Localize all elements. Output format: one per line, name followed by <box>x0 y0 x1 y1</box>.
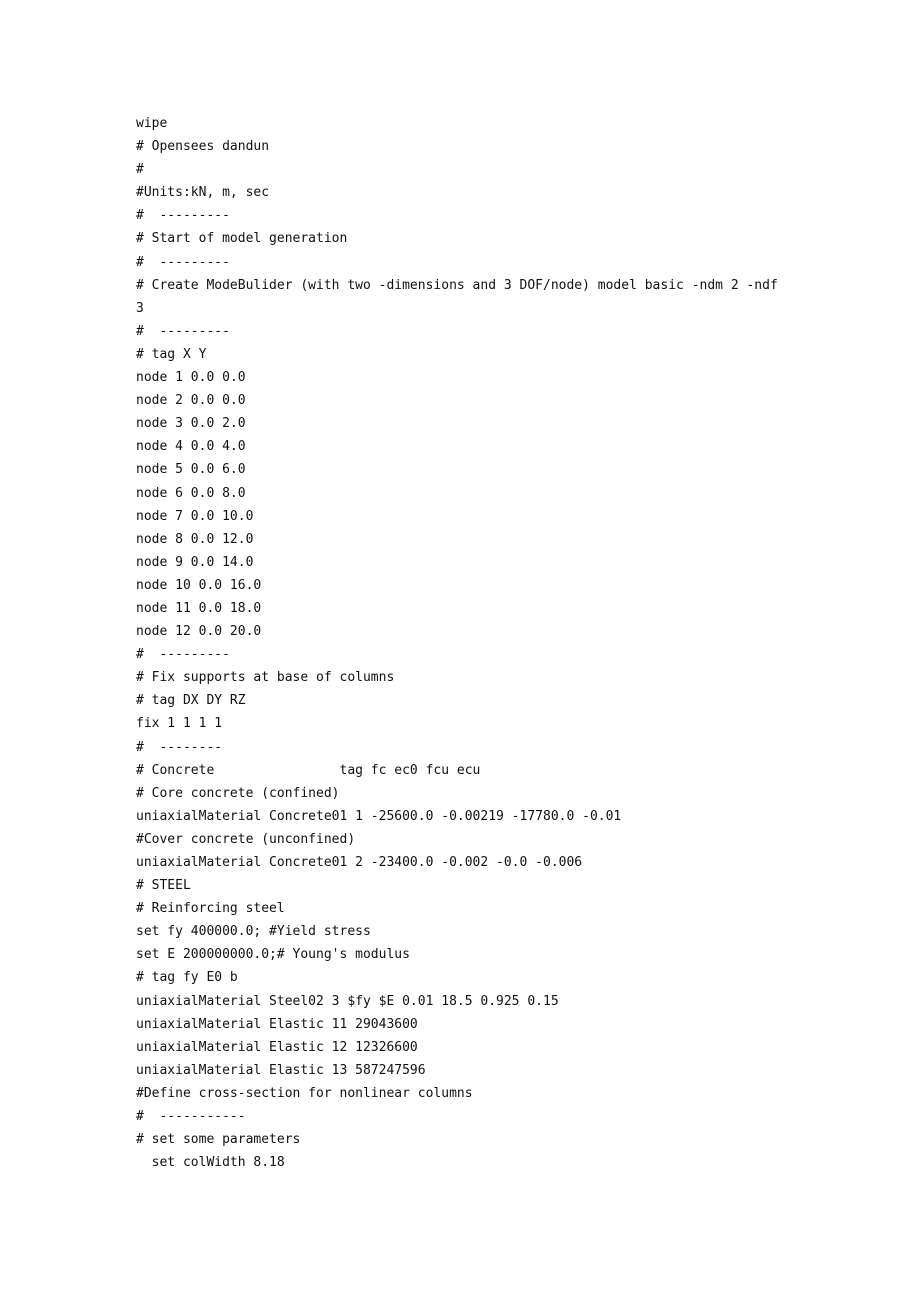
code-line: uniaxialMaterial Elastic 12 12326600 <box>136 1039 418 1055</box>
code-line: node 5 0.0 6.0 <box>136 462 246 478</box>
code-line: node 9 0.0 14.0 <box>136 554 254 570</box>
code-line: #Units:kN, m, sec <box>136 185 270 201</box>
code-line: #Cover concrete (unconfined) <box>136 831 356 847</box>
code-line: 3 <box>136 300 144 316</box>
code-listing <box>136 112 796 1174</box>
code-line: # Core concrete (confined) <box>136 785 340 801</box>
code-line: set fy 400000.0; #Yield stress <box>136 924 371 940</box>
code-line: node 3 0.0 2.0 <box>136 416 246 432</box>
code-line: uniaxialMaterial Concrete01 1 -25600.0 -0.00219 -17780.0 -0.01 <box>136 808 622 824</box>
code-line: node 12 0.0 20.0 <box>136 624 262 640</box>
code-line: node 11 0.0 18.0 <box>136 600 262 616</box>
code-line: node 2 0.0 0.0 <box>136 393 246 409</box>
code-line: set colWidth 8.18 <box>136 1155 285 1171</box>
code-line: # Create ModeBulider (with two -dimensions and 3 DOF/node) model basic -ndm 2 -ndf <box>136 277 778 293</box>
code-line: set E 200000000.0;# Young's modulus <box>136 947 410 963</box>
code-line: # ----------- <box>136 1109 246 1125</box>
code-line: # Start of model generation <box>136 231 348 247</box>
code-line: # tag DX DY RZ <box>136 693 246 709</box>
code-line: node 8 0.0 12.0 <box>136 531 254 547</box>
code-line: node 6 0.0 8.0 <box>136 485 246 501</box>
code-line: node 1 0.0 0.0 <box>136 370 246 386</box>
code-line: uniaxialMaterial Steel02 3 $fy $E 0.01 18.5 0.925 0.15 <box>136 993 559 1009</box>
code-line: #Define cross-section for nonlinear columns <box>136 1085 473 1101</box>
code-line: # <box>136 162 144 178</box>
code-line: node 7 0.0 10.0 <box>136 508 254 524</box>
code-line: fix 1 1 1 1 <box>136 716 223 732</box>
code-line: # Opensees dandun <box>136 139 270 155</box>
code-line: # --------- <box>136 254 230 270</box>
code-line: wipe <box>136 116 168 131</box>
code-line: uniaxialMaterial Elastic 11 29043600 <box>136 1016 418 1032</box>
code-line: # Fix supports at base of columns <box>136 670 395 686</box>
code-line: # --------- <box>136 647 230 663</box>
code-line: # tag X Y <box>136 346 207 362</box>
code-line: uniaxialMaterial Elastic 13 587247596 <box>136 1062 426 1078</box>
code-line: # set some parameters <box>136 1132 301 1148</box>
code-line: # --------- <box>136 208 230 224</box>
code-line: node 4 0.0 4.0 <box>136 439 246 455</box>
code-line: node 10 0.0 16.0 <box>136 577 262 593</box>
code-line: # --------- <box>136 323 230 339</box>
code-line: # Reinforcing steel <box>136 901 285 917</box>
code-line: # tag fy E0 b <box>136 970 238 986</box>
code-line: uniaxialMaterial Concrete01 2 -23400.0 -0.002 -0.0 -0.006 <box>136 855 583 870</box>
code-line: # STEEL <box>136 878 191 894</box>
code-line: # -------- <box>136 739 223 755</box>
code-line: # Concrete tag fc ec0 fcu ecu <box>136 762 481 778</box>
